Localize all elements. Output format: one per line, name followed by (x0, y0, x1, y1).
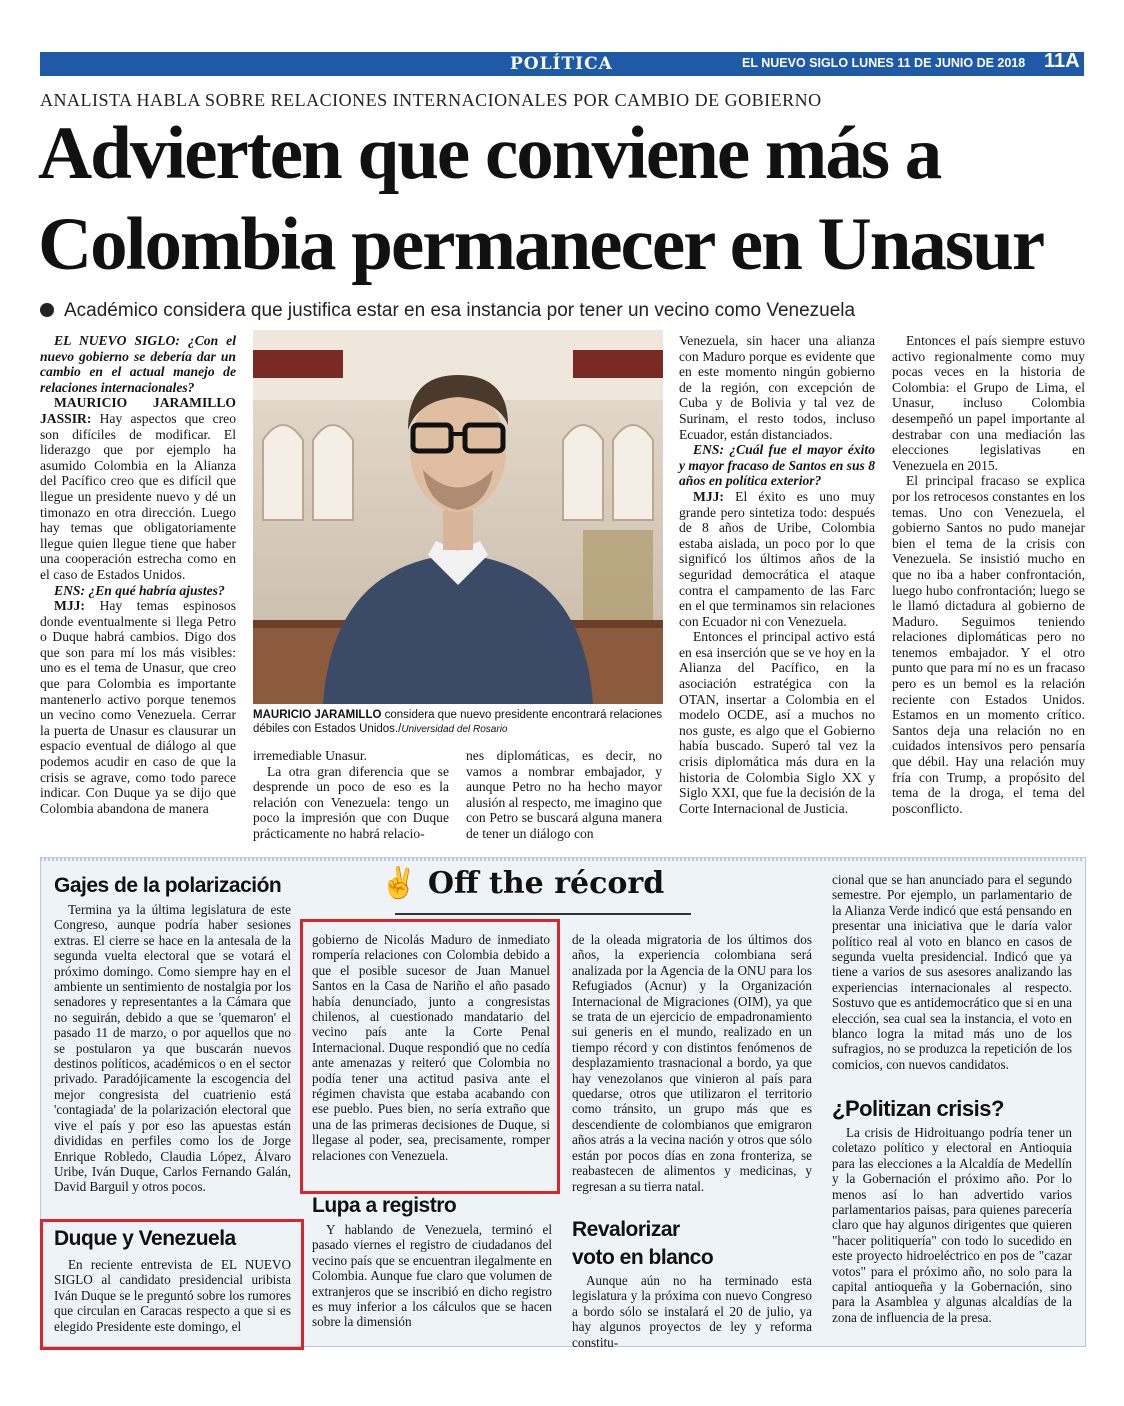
title-underline (395, 913, 691, 915)
politizan-heading: ¿Politizan crisis? (832, 1096, 1004, 1121)
photo-credit: Universidad del Rosario (401, 724, 508, 735)
bullet-icon (40, 303, 54, 317)
article-subheadline: Académico considera que justifica estar en esa instancia por tener un vecino como Venezuela (40, 300, 855, 322)
revalorizar-heading: Revalorizar voto en blanco (572, 1218, 714, 1269)
article-column-5: Entonces el país siempre estuvo activo regionalmente como muy pocas veces en la historia de Colombia: el Grupo de Lima, el Unasur, incluso Colombia desempeñó un papel importante al destrabar con una mediación las elecciones legislativas en Venezuela en 2015. El principal fracaso se explica por los retrocesos constantes en los temas. Uno con Venezuela, el gobierno Santos no pudo manejar bien el tema de la crisis con Venezuela. Se insistió mucho en que no iba a haber confrontación, luego hubo confrontación; luego se le llamó dictadura al gobierno de Maduro. Seguimos teniendo relaciones diplomáticas pero no tenemos embajador. Y el otro punto que para mí no es un fracaso pero es un bemol es la relación reciente con Estados Unidos. Estamos en un momento crítico. Santos deja una relación no en cuidados intensivos pero pensaría que débil. Hay una relación muy fría con Trump, a propósito del tema de la droga, el tema del posconflicto. (892, 333, 1085, 816)
page-number: 11A (1044, 50, 1080, 72)
portrait-photo (253, 330, 663, 704)
article-kicker: ANALISTA HABLA SOBRE RELACIONES INTERNACIONALES POR CAMBIO DE GOBIERNO (40, 90, 822, 110)
article-column-3: nes diplomáticas, es decir, no vamos a nombrar embajador, y aunque Petro no ha hecho mayor alusión al respecto, me imagino que con Petro se buscará alguna manera de tener un diálogo con (466, 748, 662, 841)
maduro-text: gobierno de Nicolás Maduro de inmediato rompería relaciones con Colombia debido a que el posible sucesor de Juan Manuel Santos en la Casa de Nariño el año pasado había denunciado, junto a congresistas chilenos, al cuestionado mandatario del vecino país ante la Corte Penal Internacional. Duque respondió que no cedía ante amenazas y reiteró que Colombia no podía tener una actitud pasiva ante el régimen chavista que estaba acabando con ese pueblo. Pues bien, no sería extraño que una de las primeras decisiones de Duque, si llegase al poder, sea, precisamente, romper relaciones con Venezuela. (312, 932, 550, 1163)
voto-blanco-text: cional que se han anunciado para el segundo semestre. Por ejemplo, un parlamentario de la Alianza Verde indicó que está pensando en presentar una iniciativa que le daría valor político real al voto en blanco en casos de segunda vuelta presidencial. Indicó que ya tiene a varios de sus asesores analizando las experiencias internacionales al respecto. Sostuvo que es antidemocrático que si en una elección, sea cual sea la instancia, el voto en blanco logra la mitad más uno de los sufragios, no se produzca la repetición de los comicios, con nuevos candidatos. (832, 872, 1072, 1072)
duque-text: En reciente entrevista de EL NUEVO SIGLO al candidato presidencial uribista Iván Duque se le preguntó sobre los rumores que circulan en Caracas respecto a que si es elegido Presidente este domingo, el (54, 1257, 291, 1334)
publication-date-line: EL NUEVO SIGLO LUNES 11 DE JUNIO DE 2018 (742, 56, 1026, 70)
photo-caption: MAURICIO JARAMILLO considera que nuevo presidente encontrará relaciones débiles con Estados Unidos./Universidad del Rosario (253, 709, 663, 735)
article-headline: Advierten que conviene más a Colombia permanecer en Unasur (38, 112, 1044, 286)
revalorizar-text: Aunque aún no ha terminado esta legislatura y la próxima con nuevo Congreso a bordo sólo se instalará el 20 de julio, ya hay algunos proyectos de ley y reforma constitu- (572, 1273, 812, 1350)
lupa-text: Y hablando de Venezuela, terminó el pasado viernes el registro de ciudadanos del vecino país que se encuentran ilegalmente en Colombia. Aunque fue claro que volumen de extranjeros que se inscribió en dicho registro es muy inferior a los cálculos que se hacen sobre la dimensión (312, 1222, 552, 1330)
section-label: POLÍTICA (510, 54, 613, 74)
lupa-heading: Lupa a registro (312, 1194, 457, 1217)
box-top-border (40, 857, 1084, 861)
article-column-1: EL NUEVO SIGLO: ¿Con el nuevo gobierno se debería dar un cambio en el actual manejo de relaciones internacionales? MAURICIO JARAMILLO JASSIR: Hay aspectos que creo son difíciles de modificar. El liderazgo que por ejemplo ha asumido Colombia en la Alianza del Pacífico creo que es difícil que llegue un presidente nuevo y dé un timonazo en otra dirección. Luego hay temas que obligatoriamente llegue quien llegue tiene que haber una cooperación estrecha como en el caso de Estados Unidos. ENS: ¿En qué habría ajustes? MJJ: Hay temas espinosos donde eventualmente si llega Petro o Duque habrá cambios. Digo dos que son para mí los más visibles: uno es el tema de Unasur, que creo que para Colombia es importante mantenerlo activo porque tenemos un vecino como Venezuela. Cerrar la puerta de Unasur es clausurar un espacio eventual de diálogo al que podemos acudir en caso de que la crisis se agrave, como todo parece indicar. Con Duque ya se dijo que Colombia abandona de manera (40, 333, 236, 816)
off-the-record-title: ✌ Off the récord (380, 866, 665, 901)
gajes-text: Termina ya la última legislatura de este Congreso, aunque podría haber sesiones extras. El cierre se hace en la antesala de la segunda vuelta electoral que se votará el próximo domingo. Como siempre hay en el ambiente un sentimiento de nostalgia por los senadores y representantes a la Cámara que no seguirán, debido a que se 'quemaron' el pasado 11 de marzo, o por aquellos que no se postularon ya que buscarán nuevos destinos políticos, académicos o en el sector privado. Paradójicamente la escogencia del mejor congresista del cuatrienio está 'contagiada' de la polarización electoral que vive el país y por eso las apuestas están divididas en perfiles como los de Jorge Enrique Robledo, Claudia López, Álvaro Uribe, Iván Duque, Carlos Fernando Galán, David Barguil y otros pocos. (54, 902, 291, 1195)
article-column-4: Venezuela, sin hacer una alianza con Maduro porque es evidente que en este momento ningún gobierno de la región, con excepción de Cuba y de Bolivia y tal vez de Surinam, el resto todos, incluso Ecuador, están distanciados. ENS: ¿Cuál fue el mayor éxito y mayor fracaso de Santos en sus 8 años en política exterior? MJJ: El éxito es uno muy grande pero sintetiza todo: después de 8 años de Uribe, Colombia estaba aislada, un poco por lo que significó los últimos años de la seguridad democrática el ataque contra el campamento de las Farc en el que terminamos sin relaciones con Ecuador ni con Venezuela. Entonces el principal activo está en esa inserción que se ve hoy en la Alianza del Pacífico, en la asociación estratégica con la OTAN, insertar a Colombia en el modelo OCDE, así a muchos no nos guste, es algo que el Gobierno había buscado. Superó tal vez la crisis diplomática más dura en la historia de Colombia Siglo XX y Siglo XXI, que fue la decisión de la Corte Internacional de Justicia. (679, 333, 875, 816)
politizan-text: La crisis de Hidroituango podría tener un coletazo político y electoral en Antioquia para las elecciones a la Alcaldía de Medellín y la Gobernación el próximo año. Por lo menos así lo han advertido varios parlamentarios paisas, para quienes parecería claro que hay algunos dirigentes que quieren "hacer politiquería" con todo lo sucedido en este proyecto hidroeléctrico en pos de "cazar votos" para el próximo año, no solo para la capital antioqueña y la Gobernación, sino para la Asamblea y algunas alcaldías de la zona de influencia de la presa. (832, 1125, 1072, 1325)
duque-heading: Duque y Venezuela (54, 1227, 236, 1250)
migracion-text: de la oleada migratoria de los últimos dos años, la experiencia colombiana será analizada por la Agencia de la ONU para los Refugiados (Acnur) y la Organización Internacional de Migraciones (OIM), ya que se trata de un ejercicio de empadronamiento sui generis en el mundo, realizado en un tiempo récord y con distintos fenómenos de desplazamiento trasnacional a bordo, ya que hay venezolanos que vinieron al país para quedarse, otros que utilizaron el territorio como tránsito, un grupo más que es descendiente de colombianos que emigraron años atrás a la vecina nación y otros que sólo están por pocos días en zona fronteriza, se reabastecen de alimentos y medicinas, y regresan a su tierra natal. (572, 932, 812, 1194)
victory-hand-icon: ✌ (380, 866, 418, 901)
gajes-heading: Gajes de la polarización (54, 874, 282, 897)
article-column-2: irremediable Unasur. La otra gran diferencia que se desprende un poco de eso es la relación con Venezuela: tengo un poco la impresión que con Duque prácticamente no habrá relacio- (253, 748, 449, 841)
